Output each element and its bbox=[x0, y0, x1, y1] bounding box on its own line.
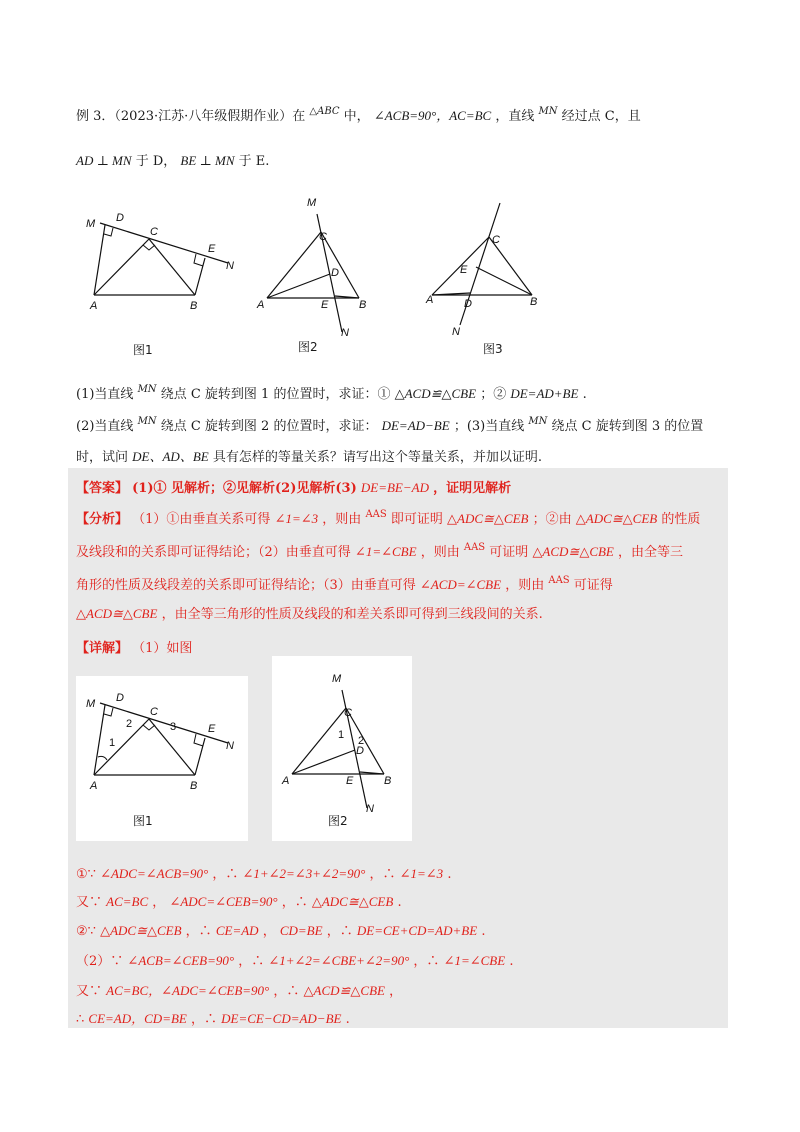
angle-condition: ∠ACB=90°，AC=BC bbox=[373, 108, 492, 123]
analysis-math: ∠ACD=∠CBE bbox=[419, 577, 502, 592]
q-text: . bbox=[582, 387, 587, 402]
q-text: 时，试问 bbox=[76, 450, 129, 465]
q-text: 绕点 C 旋转到图 2 的位置时，求证： bbox=[160, 419, 378, 434]
analysis-line-1 bbox=[76, 508, 700, 527]
analysis-label: 【分析】 bbox=[76, 512, 129, 527]
label-b: B bbox=[530, 296, 538, 308]
label-e: E bbox=[346, 775, 354, 787]
detail-line bbox=[76, 637, 192, 656]
label-c: C bbox=[319, 231, 327, 243]
label-n: N bbox=[226, 740, 234, 752]
perp-be: BE ⊥ MN bbox=[180, 153, 235, 168]
analysis-line-2 bbox=[76, 541, 683, 560]
label-d: D bbox=[331, 267, 339, 279]
label-a: A bbox=[426, 294, 434, 306]
perp-ad: AD ⊥ MN bbox=[76, 153, 132, 168]
solution-figure-2 bbox=[280, 668, 410, 818]
label-c: C bbox=[150, 226, 158, 238]
problem-text: 中， bbox=[343, 109, 370, 124]
proof-math: ∠ADC=∠ACB=90° bbox=[100, 866, 209, 881]
proof-line-2 bbox=[76, 891, 402, 910]
label-m: M bbox=[86, 218, 96, 230]
proof-text: ，∴ bbox=[238, 954, 265, 969]
label-m: M bbox=[307, 197, 317, 209]
proof-math: CE=AD，CD=BE bbox=[88, 1011, 187, 1026]
analysis-math: ∠1=∠3 bbox=[274, 511, 319, 526]
proof-text: ， bbox=[262, 924, 276, 939]
q-math: △ACD≌△CBE bbox=[394, 386, 477, 401]
analysis-math: △ADC≅△CEB bbox=[575, 511, 658, 526]
label-c: C bbox=[344, 707, 352, 719]
proof-line-3 bbox=[76, 920, 485, 939]
proof-text: . bbox=[509, 954, 514, 969]
label-n: N bbox=[341, 327, 349, 339]
proof-math: DE=CE−CD=AD−BE bbox=[221, 1011, 342, 1026]
proof-math: AC=BC bbox=[106, 894, 149, 909]
proof-math: AC=BC，∠ADC=∠CEB=90° bbox=[106, 983, 270, 998]
angle-3: 3 bbox=[170, 721, 177, 733]
figure-3 bbox=[420, 195, 550, 345]
label-n: N bbox=[452, 326, 460, 338]
answer-text: ，证明见解析 bbox=[433, 481, 512, 496]
label-e: E bbox=[460, 264, 468, 276]
proof-math: ∠1+∠2=∠CBE+∠2=90° bbox=[268, 953, 410, 968]
label-b: B bbox=[384, 775, 392, 787]
question-1 bbox=[76, 383, 587, 402]
analysis-text: 及线段和的关系即可证得结论；（2）由垂直可得 bbox=[76, 545, 351, 560]
label-m: M bbox=[332, 673, 342, 685]
proof-text: . bbox=[397, 895, 402, 910]
label-d: D bbox=[116, 692, 124, 704]
proof-line-1 bbox=[76, 863, 451, 882]
answer-line bbox=[76, 477, 511, 496]
figure-3-caption: 图3 bbox=[483, 342, 503, 356]
label-d: D bbox=[464, 298, 472, 310]
analysis-text: ，则由 bbox=[322, 512, 362, 527]
proof-math: ∠1=∠CBE bbox=[443, 953, 506, 968]
proof-text: ∴ bbox=[76, 1012, 85, 1027]
answer-text: (1)① 见解析；②见解析(2)见解析(3) bbox=[132, 481, 357, 496]
q-math: DE、AD、BE bbox=[132, 449, 209, 464]
solution-figure-2-caption: 图2 bbox=[328, 814, 348, 828]
q-math: DE=AD−BE bbox=[381, 418, 450, 433]
detail-label: 【详解】 bbox=[76, 641, 129, 656]
problem-text: 于 D， bbox=[135, 154, 177, 169]
problem-text: ，直线 bbox=[495, 109, 535, 124]
label-a: A bbox=[257, 299, 265, 311]
analysis-math: ∠1=∠CBE bbox=[354, 544, 417, 559]
problem-line-1 bbox=[76, 105, 641, 124]
analysis-text: ，则由 bbox=[505, 578, 545, 593]
analysis-text: ；②由 bbox=[532, 512, 572, 527]
analysis-text: 角形的性质及线段差的关系即可证得结论；（3）由垂直可得 bbox=[76, 578, 416, 593]
solution-figure-1-caption: 图1 bbox=[133, 814, 153, 828]
proof-text: （2）∵ bbox=[76, 954, 124, 969]
figure-2 bbox=[255, 192, 385, 342]
proof-text: ，∴ bbox=[185, 924, 212, 939]
proof-math: ∠1=∠3 bbox=[399, 866, 444, 881]
analysis-math: AAS bbox=[365, 509, 387, 520]
proof-math: ∠1+∠2=∠3+∠2=90° bbox=[242, 866, 366, 881]
label-b: B bbox=[190, 300, 198, 312]
proof-text: ，∴ bbox=[273, 984, 300, 999]
analysis-math: △ACD≅△CBE bbox=[532, 544, 614, 559]
proof-math: ∠ADC=∠CEB=90° bbox=[169, 894, 278, 909]
figure-1-caption: 图1 bbox=[133, 343, 153, 357]
proof-line-4 bbox=[76, 950, 513, 969]
analysis-text: ，则由 bbox=[420, 545, 460, 560]
proof-text: . bbox=[447, 867, 452, 882]
label-n: N bbox=[366, 803, 374, 815]
detail-text: （1）如图 bbox=[132, 641, 193, 656]
proof-math: △ADC≅△CEB bbox=[100, 923, 182, 938]
analysis-math: AAS bbox=[548, 575, 570, 586]
q-text: ；(3)当直线 bbox=[453, 419, 525, 434]
question-2 bbox=[76, 415, 703, 434]
label-e: E bbox=[208, 723, 216, 735]
label-d: D bbox=[116, 212, 124, 224]
answer-math: DE=BE−AD bbox=[360, 480, 429, 495]
label-a: A bbox=[90, 780, 98, 792]
proof-math: CD=BE bbox=[279, 923, 323, 938]
figure-2-caption: 图2 bbox=[298, 340, 318, 354]
analysis-text: 可证得 bbox=[573, 578, 613, 593]
proof-math: △ACD≌△CBE bbox=[303, 983, 385, 998]
figure-1 bbox=[80, 205, 240, 315]
problem-line-2 bbox=[76, 150, 269, 169]
angle-1: 1 bbox=[109, 737, 116, 749]
proof-text: ②∵ bbox=[76, 924, 96, 939]
solution-figure-1 bbox=[80, 685, 240, 795]
problem-text: 于 E. bbox=[238, 154, 270, 169]
label-m: M bbox=[86, 698, 96, 710]
analysis-math: △ACD≅△CBE bbox=[76, 606, 158, 621]
label-c: C bbox=[150, 706, 158, 718]
proof-text: . bbox=[481, 924, 486, 939]
line-mn: MN bbox=[538, 106, 558, 117]
proof-text: 又∵ bbox=[76, 984, 103, 999]
analysis-text: 的性质 bbox=[661, 512, 701, 527]
proof-text: ， bbox=[152, 895, 166, 910]
proof-text: 又∵ bbox=[76, 895, 103, 910]
label-a: A bbox=[282, 775, 290, 787]
proof-math: CE=AD bbox=[215, 923, 259, 938]
label-n: N bbox=[226, 260, 234, 272]
label-e: E bbox=[208, 243, 216, 255]
label-b: B bbox=[190, 780, 198, 792]
triangle-abc: △ABC bbox=[309, 106, 340, 117]
proof-text: ， bbox=[389, 984, 403, 999]
q-text: 具有怎样的等量关系？请写出这个等量关系，并加以证明. bbox=[212, 450, 542, 465]
proof-text: ，∴ bbox=[413, 954, 440, 969]
line-mn: MN bbox=[137, 384, 157, 395]
proof-math: DE=CE+CD=AD+BE bbox=[356, 923, 478, 938]
analysis-text: 即可证明 bbox=[390, 512, 443, 527]
proof-text: ，∴ bbox=[281, 895, 308, 910]
analysis-math: AAS bbox=[463, 542, 486, 553]
label-e: E bbox=[321, 299, 329, 311]
analysis-text: ，由全等三 bbox=[618, 545, 684, 560]
analysis-text: 可证明 bbox=[489, 545, 529, 560]
problem-intro: 例 3．（2023·江苏·八年级假期作业）在 bbox=[76, 109, 306, 124]
label-a: A bbox=[90, 300, 98, 312]
analysis-text: （1）①由垂直关系可得 bbox=[132, 512, 271, 527]
q-text: (2)当直线 bbox=[76, 419, 134, 434]
label-c: C bbox=[492, 234, 500, 246]
proof-line-6 bbox=[76, 1008, 350, 1027]
analysis-line-3 bbox=[76, 574, 613, 593]
angle-2: 2 bbox=[126, 718, 133, 730]
q-text: (1)当直线 bbox=[76, 387, 134, 402]
angle-1: 1 bbox=[338, 729, 345, 741]
label-d: D bbox=[356, 745, 364, 757]
angle-2: 2 bbox=[358, 735, 365, 747]
q-text: ；② bbox=[480, 387, 507, 402]
answer-label: 【答案】 bbox=[76, 481, 129, 496]
analysis-line-4 bbox=[76, 603, 543, 622]
proof-math: △ADC≅△CEB bbox=[311, 894, 394, 909]
proof-line-5 bbox=[76, 980, 402, 999]
analysis-math: △ADC≅△CEB bbox=[447, 511, 529, 526]
q-math: DE=AD+BE bbox=[510, 386, 579, 401]
label-b: B bbox=[359, 299, 367, 311]
proof-text: ①∵ bbox=[76, 867, 96, 882]
analysis-text: ，由全等三角形的性质及线段的和差关系即可得到三线段间的关系. bbox=[161, 607, 543, 622]
question-3 bbox=[76, 446, 542, 465]
problem-text: 经过点 C，且 bbox=[561, 109, 641, 124]
proof-text: . bbox=[345, 1012, 350, 1027]
proof-text: ，∴ bbox=[369, 867, 396, 882]
q-text: 绕点 C 旋转到图 1 的位置时，求证：① bbox=[160, 387, 391, 402]
proof-text: ，∴ bbox=[326, 924, 353, 939]
line-mn: MN bbox=[137, 416, 157, 427]
proof-text: ，∴ bbox=[191, 1012, 218, 1027]
line-mn: MN bbox=[528, 416, 548, 427]
proof-math: ∠ACB=∠CEB=90° bbox=[127, 953, 235, 968]
q-text: 绕点 C 旋转到图 3 的位置 bbox=[551, 419, 704, 434]
proof-text: ，∴ bbox=[212, 867, 239, 882]
